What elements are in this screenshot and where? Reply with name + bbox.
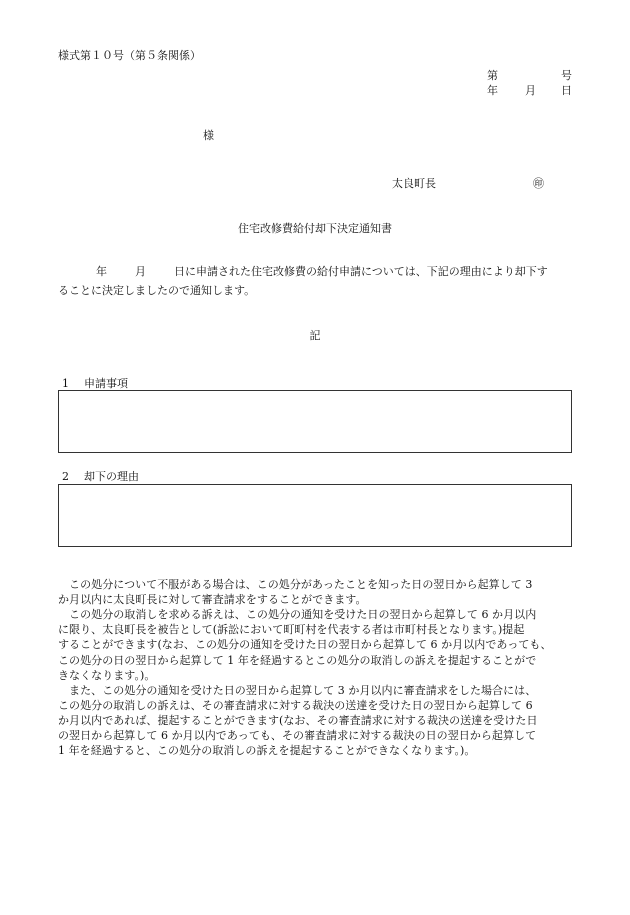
section-1-number: 1 <box>62 377 69 390</box>
section-1-label: 申請事項 <box>84 377 128 390</box>
date-year-label: 年 <box>487 84 498 97</box>
intro-line-1 <box>58 266 574 277</box>
section-2-number: 2 <box>62 470 69 483</box>
intro-line-2: ることに決定しましたので通知します。 <box>58 284 256 297</box>
notice-line: することができます(なお、この処分の通知を受けた日の翌日から起算して 6 か月以内であっても、 <box>58 638 552 652</box>
ki-heading: 記 <box>309 329 321 342</box>
document-number-prefix: 第 <box>487 69 498 82</box>
section-1-heading <box>62 378 128 389</box>
seal-mark: ㊞ <box>533 177 544 190</box>
section-2-label: 却下の理由 <box>84 470 139 483</box>
intro-line-1-text: 日に申請された住宅改修費の給付申請については、下記の理由により却下す <box>174 265 548 278</box>
application-details-box <box>58 390 572 453</box>
notice-line: この処分の取消しを求める訴えは、この処分の通知を受けた日の翌日から起算して 6 か月以内 <box>58 608 537 622</box>
document-number-suffix: 号 <box>561 69 572 82</box>
notice-line: 1 年を経過すると、この処分の取消しの訴えを提起することができなくなります。)。 <box>58 744 476 758</box>
section-2-heading <box>62 471 139 482</box>
issuer-name: 太良町長 <box>392 177 436 190</box>
date-month-label: 月 <box>525 84 536 97</box>
notice-line: この処分の日の翌日から起算して 1 年を経過するとこの処分の取消しの訴えを提起することがで <box>58 653 537 667</box>
date-day-label: 日 <box>561 84 572 97</box>
page-title: 住宅改修費給付却下決定通知書 <box>238 222 392 235</box>
rejection-reason-box <box>58 484 572 547</box>
notice-line: この処分の取消しの訴えは、その審査請求に対する裁決の送達を受けた日の翌日から起算して 6 <box>58 698 533 712</box>
addressee-honorific: 様 <box>203 129 214 142</box>
notice-line: か月以内であれば、提起することができます(なお、その審査請求に対する裁決の送達を受けた日 <box>58 713 538 727</box>
intro-month-label: 月 <box>135 265 146 278</box>
notice-line: きなくなります。)。 <box>58 668 156 682</box>
intro-year-label: 年 <box>96 265 107 278</box>
notice-line: に限り、太良町長を被告として(訴訟において町町村を代表する者は市町村長となります。)提起 <box>58 623 525 637</box>
notice-line: また、この処分の通知を受けた日の翌日から起算して 3 か月以内に審査請求をした場合には、 <box>58 683 537 697</box>
notice-line: の翌日から起算して 6 か月以内であっても、その審査請求に対する裁決の日の翌日から起算して <box>58 729 537 742</box>
form-label: 様式第１０号（第５条関係） <box>58 49 201 62</box>
notice-line: か月以内に太良町長に対して審査請求をすることができます。 <box>58 593 367 607</box>
notice-line: この処分について不服がある場合は、この処分があったことを知った日の翌日から起算して 3 <box>58 578 533 591</box>
